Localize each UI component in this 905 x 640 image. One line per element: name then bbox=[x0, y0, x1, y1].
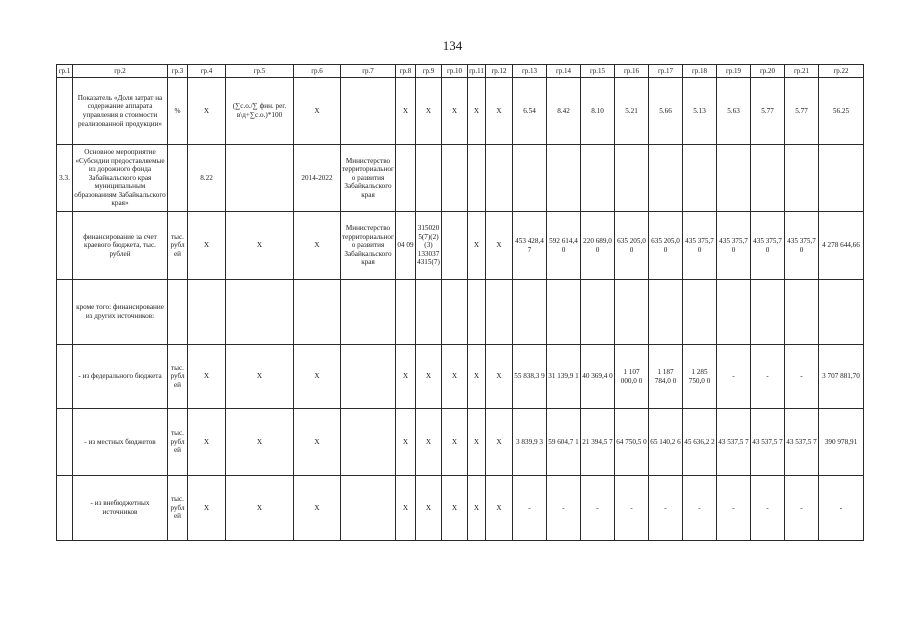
table-cell: - bbox=[615, 476, 649, 541]
table-cell: X bbox=[294, 78, 341, 145]
table-cell: X bbox=[442, 476, 468, 541]
table-cell: 21 394,5 7 bbox=[581, 409, 615, 476]
table-cell: 1 187 784,0 0 bbox=[649, 345, 683, 409]
table-cell: 45 636,2 2 bbox=[683, 409, 717, 476]
header-cell: гр.20 bbox=[751, 65, 785, 78]
table-cell: X bbox=[188, 212, 226, 280]
table-cell bbox=[168, 280, 188, 345]
table-cell: X bbox=[294, 476, 341, 541]
table-cell: 435 375,7 0 bbox=[785, 212, 819, 280]
table-cell bbox=[649, 145, 683, 212]
table-cell: X bbox=[416, 345, 442, 409]
table-row bbox=[57, 78, 864, 145]
table-cell: 43 537,5 7 bbox=[717, 409, 751, 476]
table-cell bbox=[57, 476, 73, 541]
table-cell: 315020 5(7)(2)(3) 133037 4315(7) bbox=[416, 212, 442, 280]
table-cell: - bbox=[649, 476, 683, 541]
table-cell: X bbox=[396, 78, 416, 145]
table-row bbox=[57, 145, 864, 212]
table-cell bbox=[649, 280, 683, 345]
header-cell: гр.1 bbox=[57, 65, 73, 78]
table-cell: 5.66 bbox=[649, 78, 683, 145]
table-cell: X bbox=[486, 78, 513, 145]
table-cell bbox=[819, 280, 864, 345]
table-cell bbox=[442, 280, 468, 345]
table-cell bbox=[513, 145, 547, 212]
table-cell: X bbox=[442, 409, 468, 476]
header-cell: гр.16 bbox=[615, 65, 649, 78]
table-cell: 435 375,7 0 bbox=[717, 212, 751, 280]
table-cell bbox=[442, 212, 468, 280]
table-cell: тыс. рублей bbox=[168, 409, 188, 476]
header-cell: гр.22 bbox=[819, 65, 864, 78]
table-cell bbox=[486, 145, 513, 212]
table-cell: - bbox=[717, 476, 751, 541]
table-cell: 635 205,0 0 bbox=[615, 212, 649, 280]
table-cell bbox=[547, 145, 581, 212]
table-cell bbox=[341, 280, 396, 345]
table-cell bbox=[341, 409, 396, 476]
header-cell: гр.14 bbox=[547, 65, 581, 78]
table-cell: 43 537,5 7 bbox=[751, 409, 785, 476]
table-cell: X bbox=[188, 409, 226, 476]
table-cell: 592 614,4 0 bbox=[547, 212, 581, 280]
table-cell: 5.77 bbox=[785, 78, 819, 145]
table-cell: 5.21 bbox=[615, 78, 649, 145]
table-cell: 435 375,7 0 bbox=[751, 212, 785, 280]
table-cell bbox=[416, 145, 442, 212]
table-cell: Основное мероприятие «Субсидии предоставляемые из дорожного фонда Забайкальского края муниципальным образованиям Забайкальского края» bbox=[73, 145, 168, 212]
table-cell: 3 839,9 3 bbox=[513, 409, 547, 476]
table-cell: X bbox=[468, 345, 486, 409]
table-cell bbox=[717, 145, 751, 212]
table-cell: X bbox=[396, 345, 416, 409]
table-cell bbox=[442, 145, 468, 212]
table-cell: X bbox=[226, 212, 294, 280]
table-cell: X bbox=[226, 476, 294, 541]
table-cell: 64 750,5 0 bbox=[615, 409, 649, 476]
table-cell: X bbox=[442, 345, 468, 409]
header-cell: гр.5 bbox=[226, 65, 294, 78]
table-cell bbox=[468, 280, 486, 345]
table-cell bbox=[615, 145, 649, 212]
table-cell: X bbox=[416, 476, 442, 541]
table-cell: 220 689,0 0 bbox=[581, 212, 615, 280]
table-cell bbox=[785, 280, 819, 345]
table-cell: 435 375,7 0 bbox=[683, 212, 717, 280]
table-cell: X bbox=[294, 345, 341, 409]
table-cell: тыс. рублей bbox=[168, 212, 188, 280]
table-cell bbox=[226, 280, 294, 345]
header-cell: гр.21 bbox=[785, 65, 819, 78]
table-cell bbox=[396, 280, 416, 345]
table-cell: X bbox=[468, 78, 486, 145]
table-cell: 31 139,9 1 bbox=[547, 345, 581, 409]
table-cell bbox=[581, 280, 615, 345]
header-cell: гр.11 bbox=[468, 65, 486, 78]
table-cell: X bbox=[486, 409, 513, 476]
table-cell: X bbox=[468, 212, 486, 280]
table-cell: X bbox=[396, 476, 416, 541]
table-cell: X bbox=[226, 345, 294, 409]
table-cell: тыс. рублей bbox=[168, 345, 188, 409]
table-cell: 55 838,3 9 bbox=[513, 345, 547, 409]
table-cell bbox=[396, 145, 416, 212]
table-cell: X bbox=[226, 409, 294, 476]
header-cell: гр.15 bbox=[581, 65, 615, 78]
table-cell bbox=[717, 280, 751, 345]
table-cell bbox=[819, 145, 864, 212]
table-cell: - bbox=[683, 476, 717, 541]
table-cell: - bbox=[819, 476, 864, 541]
table-cell: - bbox=[547, 476, 581, 541]
header-cell: гр.19 bbox=[717, 65, 751, 78]
table-cell: Министерство территориального развития Забайкальского края bbox=[341, 145, 396, 212]
table-cell: 453 428,4 7 bbox=[513, 212, 547, 280]
table-cell: X bbox=[468, 476, 486, 541]
table-cell: тыс. рублей bbox=[168, 476, 188, 541]
table-cell: финансирование за счет краевого бюджета, тыс. рублей bbox=[73, 212, 168, 280]
table-cell: 5.63 bbox=[717, 78, 751, 145]
table-cell: - bbox=[717, 345, 751, 409]
table-cell bbox=[188, 280, 226, 345]
table-cell bbox=[751, 280, 785, 345]
table-cell bbox=[785, 145, 819, 212]
table-cell bbox=[513, 280, 547, 345]
table-cell: X bbox=[486, 345, 513, 409]
page-number: 134 bbox=[442, 38, 463, 53]
table-cell: - bbox=[581, 476, 615, 541]
table-cell: 2014-2022 bbox=[294, 145, 341, 212]
table-cell bbox=[57, 78, 73, 145]
table-cell: X bbox=[188, 476, 226, 541]
table-cell bbox=[341, 78, 396, 145]
table-cell bbox=[57, 280, 73, 345]
table-cell: - из федерального бюджета bbox=[73, 345, 168, 409]
table-cell bbox=[57, 409, 73, 476]
table-cell: - из внебюджетных источников bbox=[73, 476, 168, 541]
table-cell bbox=[341, 345, 396, 409]
header-cell: гр.9 bbox=[416, 65, 442, 78]
table-row bbox=[57, 280, 864, 345]
table-cell: 59 604,7 1 bbox=[547, 409, 581, 476]
table-cell: X bbox=[468, 409, 486, 476]
table-cell: 1 107 000,0 0 bbox=[615, 345, 649, 409]
table-cell: 5.77 bbox=[751, 78, 785, 145]
table-cell bbox=[615, 280, 649, 345]
table-row bbox=[57, 345, 864, 409]
table-cell bbox=[168, 145, 188, 212]
header-cell: гр.4 bbox=[188, 65, 226, 78]
table-cell: 40 369,4 0 bbox=[581, 345, 615, 409]
table-cell: 5.13 bbox=[683, 78, 717, 145]
table-cell: 3 707 881,70 bbox=[819, 345, 864, 409]
table-cell: (∑с.о./∑ фин. рег. в\д+∑с.о.)*100 bbox=[226, 78, 294, 145]
table-cell: 4 278 644,66 bbox=[819, 212, 864, 280]
table-cell: 04 09 bbox=[396, 212, 416, 280]
table-cell: % bbox=[168, 78, 188, 145]
table-cell bbox=[416, 280, 442, 345]
table-cell bbox=[751, 145, 785, 212]
table-cell: Министерство территориального развития Забайкальского края bbox=[341, 212, 396, 280]
table-cell: X bbox=[188, 345, 226, 409]
table-cell bbox=[226, 145, 294, 212]
table-cell: кроме того: финансирование из других источников: bbox=[73, 280, 168, 345]
table-cell bbox=[468, 145, 486, 212]
table-cell bbox=[57, 212, 73, 280]
table-cell bbox=[683, 280, 717, 345]
header-cell: гр.13 bbox=[513, 65, 547, 78]
header-cell: гр.17 bbox=[649, 65, 683, 78]
table-cell: 6.54 bbox=[513, 78, 547, 145]
header-row bbox=[57, 65, 864, 78]
header-cell: гр.12 bbox=[486, 65, 513, 78]
table-cell: 3.3. bbox=[57, 145, 73, 212]
table-cell bbox=[294, 280, 341, 345]
header-cell: гр.18 bbox=[683, 65, 717, 78]
table-cell: - bbox=[751, 345, 785, 409]
header-cell: гр.7 bbox=[341, 65, 396, 78]
header-cell: гр.2 bbox=[73, 65, 168, 78]
header-cell: гр.10 bbox=[442, 65, 468, 78]
table-cell bbox=[547, 280, 581, 345]
table-row bbox=[57, 409, 864, 476]
table-cell: 635 205,0 0 bbox=[649, 212, 683, 280]
table-cell: 43 537,5 7 bbox=[785, 409, 819, 476]
table-cell bbox=[341, 476, 396, 541]
table-cell: - bbox=[751, 476, 785, 541]
table-cell bbox=[57, 345, 73, 409]
table-cell bbox=[683, 145, 717, 212]
table-cell bbox=[581, 145, 615, 212]
table-cell: 1 285 750,0 0 bbox=[683, 345, 717, 409]
table-cell: - bbox=[785, 476, 819, 541]
table-cell: X bbox=[294, 409, 341, 476]
table-cell: 65 140,2 6 bbox=[649, 409, 683, 476]
table-cell: X bbox=[486, 212, 513, 280]
table-cell: - bbox=[785, 345, 819, 409]
table-cell bbox=[486, 280, 513, 345]
table-cell: X bbox=[416, 78, 442, 145]
table-cell: X bbox=[188, 78, 226, 145]
table-cell: X bbox=[416, 409, 442, 476]
header-cell: гр.8 bbox=[396, 65, 416, 78]
table-cell: 390 978,91 bbox=[819, 409, 864, 476]
table-row bbox=[57, 212, 864, 280]
table-cell: Показатель «Доля затрат на содержание аппарата управления в стоимости реализованной продукции» bbox=[73, 78, 168, 145]
header-cell: гр.6 bbox=[294, 65, 341, 78]
table-cell: 8.42 bbox=[547, 78, 581, 145]
table-cell: X bbox=[486, 476, 513, 541]
table-cell: - из местных бюджетов bbox=[73, 409, 168, 476]
table-cell: - bbox=[513, 476, 547, 541]
table-cell: 56.25 bbox=[819, 78, 864, 145]
header-cell: гр.3 bbox=[168, 65, 188, 78]
table-cell: 8.22 bbox=[188, 145, 226, 212]
table-cell: X bbox=[442, 78, 468, 145]
table-cell: 8.10 bbox=[581, 78, 615, 145]
table-cell: X bbox=[396, 409, 416, 476]
program-table bbox=[56, 64, 864, 541]
table-row bbox=[57, 476, 864, 541]
table-cell: X bbox=[294, 212, 341, 280]
